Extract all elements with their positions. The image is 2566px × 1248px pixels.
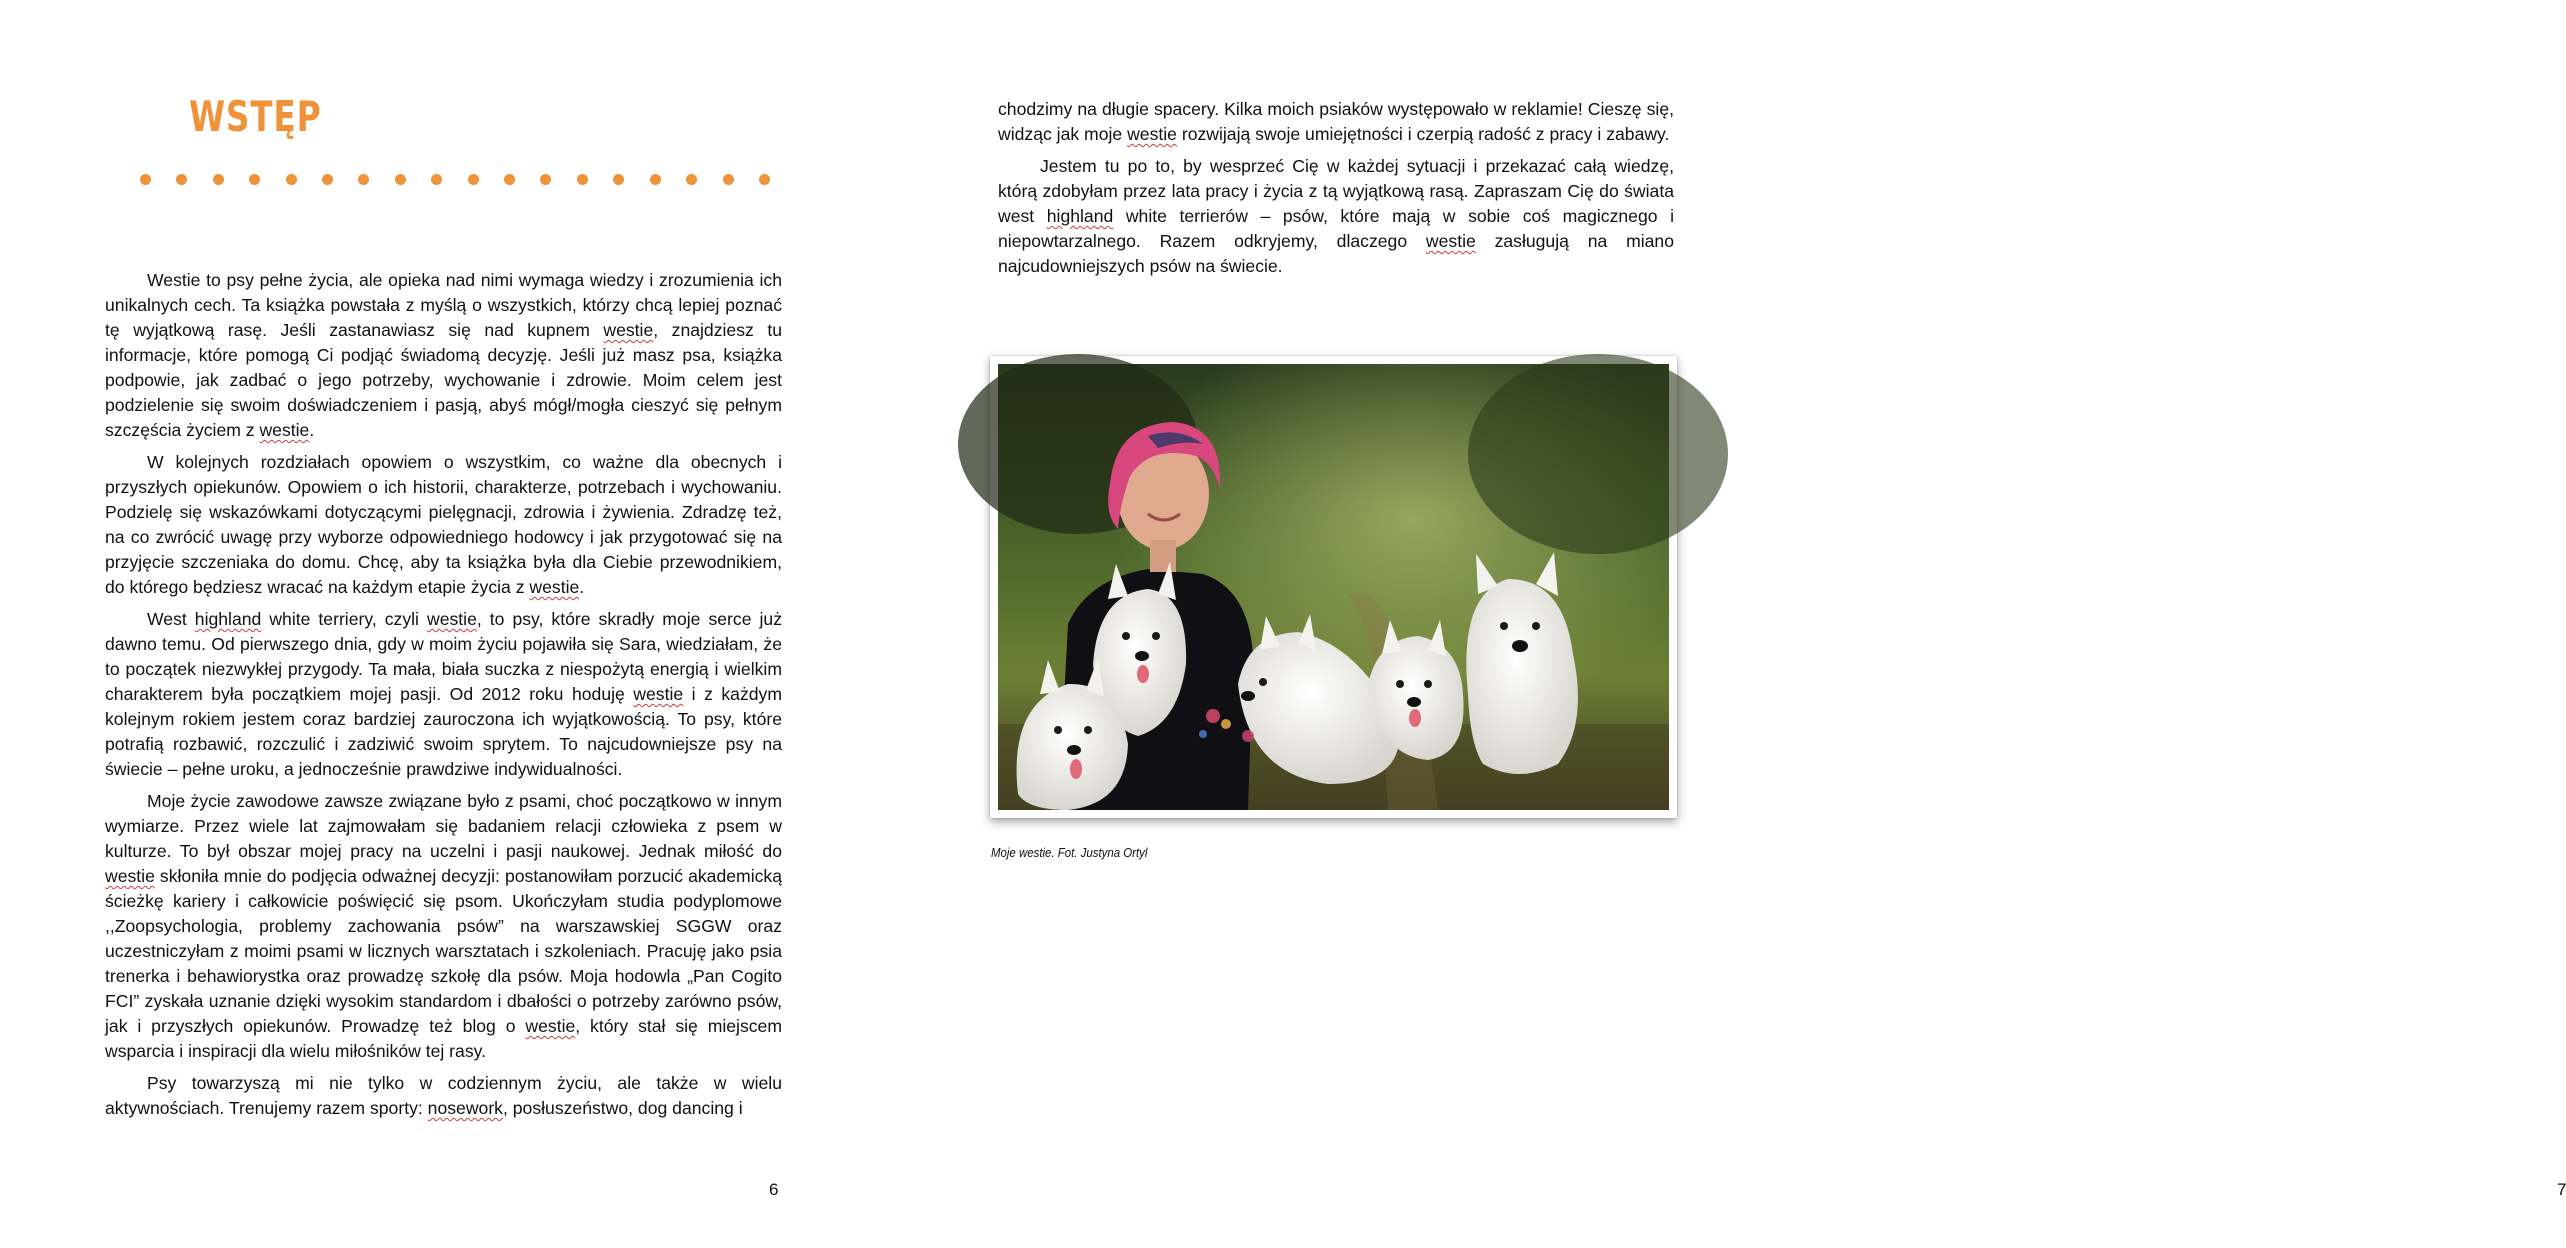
text-run: Moje życie zawodowe zawsze związane było z psami, choć początkowo w innym wymiarze. Przez wiele lat zajmowałam się badaniem relacji człowieka z psem w kulturze. To był obszar mojej pracy na uczelni i pasji naukowej. Jednak miłość do bbox=[105, 791, 782, 861]
spellcheck-word[interactable]: westie bbox=[633, 684, 684, 704]
dark-foliage bbox=[1468, 354, 1728, 554]
dot bbox=[249, 174, 260, 185]
paragraph-2 bbox=[105, 450, 782, 600]
spellcheck-word[interactable]: westie bbox=[105, 866, 155, 886]
text-run: rozwijają swoje umiejętności i czerpią radość z pracy i zabawy. bbox=[1176, 124, 1670, 144]
dot bbox=[431, 174, 442, 185]
paragraph-3 bbox=[105, 607, 782, 782]
dot bbox=[322, 174, 333, 185]
text-run: zasługują na miano najcudowniejszych psów na świecie. bbox=[998, 231, 1674, 276]
text-run: white terrierów – psów, które mają w sobie coś magicznego i niepowtarzalnego. Razem odkryjemy, dlaczego bbox=[998, 206, 1674, 251]
paragraph-4 bbox=[105, 789, 782, 1064]
page-number: 7 bbox=[2557, 1180, 2566, 1199]
text-run: , posłuszeństwo, dog dancing i bbox=[502, 1098, 743, 1118]
text-run: W kolejnych rozdziałach opowiem o wszystkim, co ważne dla obecnych i przyszłych opiekunów. Opowiem o ich historii, charakterze, potrzebach i wychowaniu. Podzielę się wskazówkami dotyczącymi pielęgnacji, zdrowia i żywienia. Zdradzę też, na co zwrócić uwagę przy wyborze odpowiedniego hodowcy i jak przygotować się na przyjęcie szczeniaka do domu. Chcę, aby ta książka była dla Ciebie przewodnikiem, do którego będziesz wracać na każdym etapie życia z bbox=[105, 452, 782, 597]
chapter-heading: WSTĘP bbox=[189, 92, 322, 141]
dot bbox=[540, 174, 551, 185]
text-run: , znajdziesz tu informacje, które pomogą Ci podjąć świadomą decyzję. Jeśli już masz psa, książka podpowie, jak zadbać o jego potrzeby, wychowanie i zdrowie. Moim celem jest podzielenie się swoim doświadczeniem i pasją, abyś mógł/mogła cieszyć się pełnym szczęścia życiem z bbox=[105, 320, 783, 440]
page-number: 6 bbox=[769, 1180, 779, 1199]
right-body-text bbox=[998, 97, 1674, 286]
text-run: skłoniła mnie do podjęcia odważnej decyzji: postanowiłam porzucić akademicką ścieżkę kariery i całkowicie poświęcić się psom. Ukończyłam studia podyplomowe ,,Zoopsychologia, problemy zachowania psów” na warszawskiej SGGW oraz uczestniczyłam z moimi psami w licznych warsztatach i szkoleniach. Pracuję jako psia trenerka i behawiorystka oraz prowadzę szkołę dla psów. Moja hodowla „Pan Cogito FCI” zyskała uznanie dzięki wysokim standardom i dbałości o potrzeby zarówno psów, jak i przyszłych opiekunów. Prowadzę też blog o bbox=[105, 866, 782, 1036]
neck bbox=[1150, 540, 1176, 572]
dot bbox=[613, 174, 624, 185]
dot bbox=[468, 174, 479, 185]
text-run: , który stał się miejscem wsparcia i inspiracji dla wielu miłośników tej rasy. bbox=[105, 1016, 782, 1061]
text-run: i z każdym kolejnym rokiem jestem coraz bardziej zauroczona ich wyjątkowością. To psy, które potrafią rozbawić, rozczulić i zadziwić swoim sprytem. To najcudowniejsze psy na świecie – pełne uroku, a jednocześnie prawdziwe indywidualności. bbox=[105, 684, 782, 779]
dot bbox=[577, 174, 588, 185]
left-page bbox=[0, 0, 893, 1248]
paragraph-1 bbox=[105, 268, 782, 443]
dot bbox=[140, 174, 151, 185]
spellcheck-word[interactable]: westie bbox=[1127, 124, 1177, 144]
dogs-photo bbox=[998, 364, 1669, 810]
dot bbox=[650, 174, 661, 185]
dot bbox=[176, 174, 187, 185]
text-run: West bbox=[147, 609, 195, 629]
dot bbox=[286, 174, 297, 185]
dot bbox=[358, 174, 369, 185]
dot bbox=[686, 174, 697, 185]
paragraph-5 bbox=[105, 1071, 782, 1121]
text-run: Jestem tu po to, by wesprzeć Cię w każdej sytuacji i przekazać całą wiedzę, którą zdobyłam przez lata pracy i życia z tą wyjątkową rasą. Zapraszam Cię do świata west bbox=[998, 156, 1674, 226]
text-run: chodzimy na długie spacery. Kilka moich psiaków występowało w reklamie! Cieszę się, widząc jak moje bbox=[998, 99, 1674, 144]
dot bbox=[723, 174, 734, 185]
dot bbox=[395, 174, 406, 185]
text-run: , to psy, które skradły moje serce już dawno temu. Od pierwszego dnia, gdy w moim życiu pojawiła się Sara, wiedziałam, że to początek niezwykłej przygody. Ta mała, biała suczka z niespożytą energią i wielkim charakterem była początkiem mojej pasji. Od 2012 roku hoduję bbox=[105, 609, 782, 704]
text-run: Westie to psy pełne życia, ale opieka nad nimi wymaga wiedzy i zrozumienia ich unikalnych cech. Ta książka powstała z myślą o wszystkich, którzy chcą lepiej poznać tę wyjątkową rasę. Jeśli zastanawiasz się nad kupnem bbox=[105, 270, 782, 340]
spellcheck-word[interactable]: westie bbox=[259, 420, 310, 440]
spellcheck-word[interactable]: westie bbox=[603, 320, 654, 340]
spellcheck-word[interactable]: highland bbox=[1046, 206, 1114, 226]
photo-illustration bbox=[998, 364, 1669, 810]
spellcheck-word[interactable]: westie bbox=[525, 1016, 576, 1036]
spellcheck-word[interactable]: westie bbox=[529, 577, 580, 597]
spellcheck-word[interactable]: westie bbox=[426, 609, 477, 629]
text-run: Psy towarzyszą mi nie tylko w codziennym życiu, ale także w wielu aktywnościach. Trenujemy razem sporty: bbox=[105, 1073, 782, 1118]
spellcheck-word[interactable]: highland bbox=[194, 609, 262, 629]
decorative-dot-row bbox=[140, 174, 770, 186]
spellcheck-word[interactable]: westie bbox=[1425, 231, 1476, 251]
text-run: . bbox=[309, 420, 315, 440]
spellcheck-word[interactable]: nosework bbox=[427, 1098, 503, 1118]
text-run: white terriery, czyli bbox=[261, 609, 427, 629]
photo-caption: Moje westie. Fot. Justyna Ortyl bbox=[991, 845, 1148, 860]
left-body-text bbox=[105, 268, 782, 1128]
dot bbox=[213, 174, 224, 185]
paragraph-2 bbox=[998, 154, 1674, 279]
photo-frame[interactable] bbox=[990, 356, 1677, 818]
dot bbox=[504, 174, 515, 185]
dot bbox=[759, 174, 770, 185]
text-run: . bbox=[579, 577, 585, 597]
paragraph-continued bbox=[998, 97, 1674, 147]
